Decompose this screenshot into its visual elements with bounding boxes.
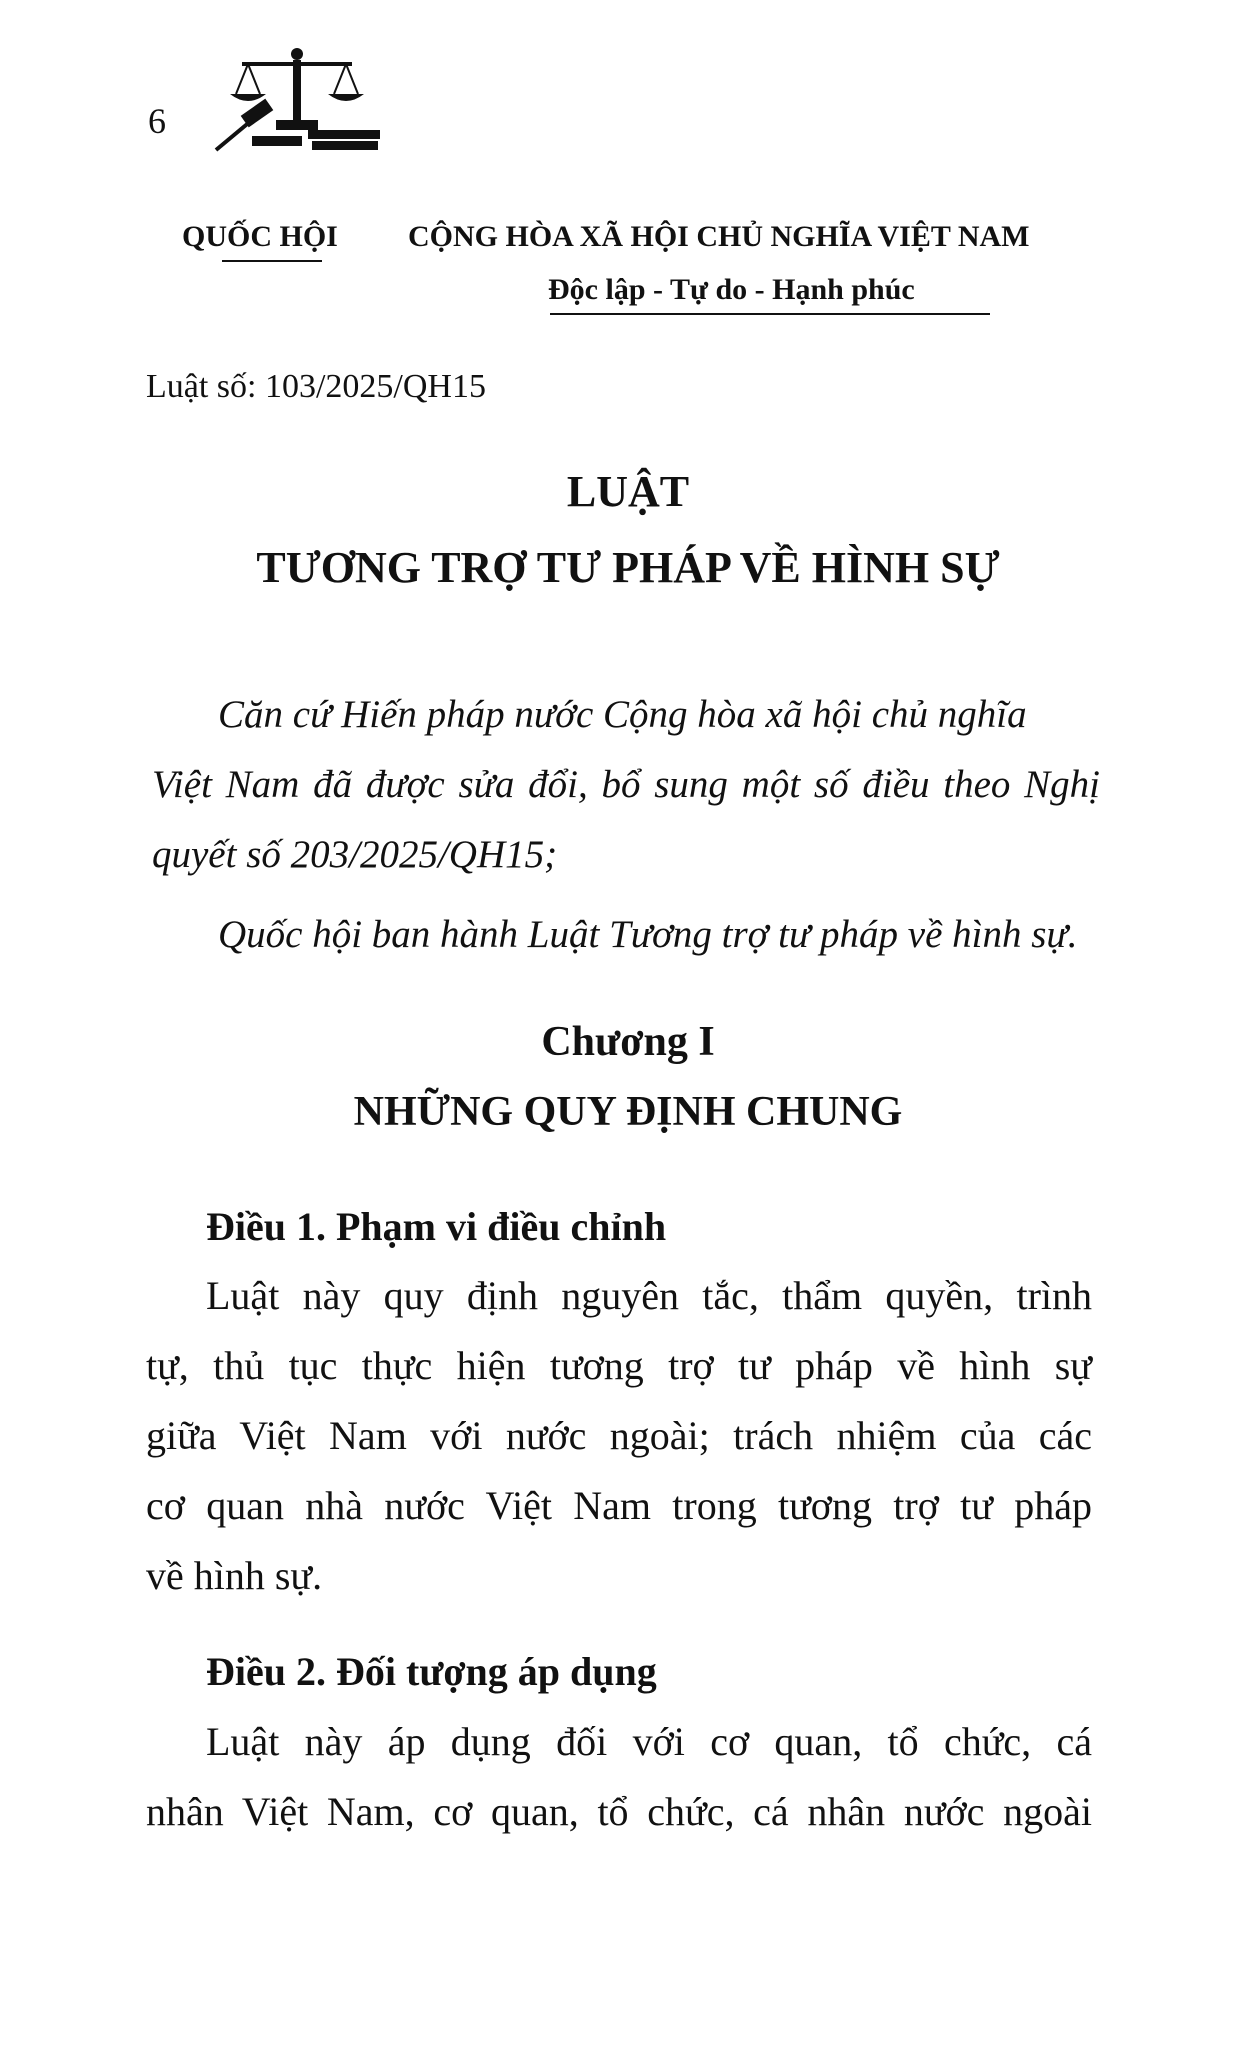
law-title: TƯƠNG TRỢ TƯ PHÁP VỀ HÌNH SỰ (256, 543, 1000, 592)
country-name: CỘNG HÒA XÃ HỘI CHỦ NGHĨA VIỆT NAM (408, 220, 1030, 253)
article-text-line: Luật này áp dụng đối với cơ quan, tổ chức, cá (206, 1719, 1092, 1764)
article-text-line: cơ quan nhà nước Việt Nam trong tương trợ tư pháp (146, 1483, 1092, 1528)
issuer-name: QUỐC HỘI (182, 220, 338, 253)
national-motto: Độc lập - Tự do - Hạnh phúc (548, 273, 915, 306)
article-heading: Điều 2. Đối tượng áp dụng (206, 1649, 657, 1694)
preamble-line: Việt Nam đã được sửa đổi, bổ sung một số điều theo Nghị (152, 763, 1100, 806)
motto-underline (550, 313, 990, 315)
article-text-line: Luật này quy định nguyên tắc, thẩm quyền, trình (206, 1273, 1092, 1318)
article-text-line: nhân Việt Nam, cơ quan, tổ chức, cá nhân nước ngoài (146, 1789, 1092, 1834)
scales-of-justice-gavel-icon (212, 42, 380, 152)
article-heading: Điều 1. Phạm vi điều chỉnh (206, 1204, 667, 1249)
document-type-title: LUẬT (566, 467, 690, 516)
preamble-line: Căn cứ Hiến pháp nước Cộng hòa xã hội chủ nghĩa (218, 693, 1027, 736)
chapter-title: NHỮNG QUY ĐỊNH CHUNG (353, 1089, 903, 1135)
enactment-statement: Quốc hội ban hành Luật Tương trợ tư pháp về hình sự. (218, 913, 1078, 956)
article-text-line: tự, thủ tục thực hiện tương trợ tư pháp về hình sự (146, 1343, 1092, 1388)
chapter-label: Chương I (541, 1019, 715, 1065)
article-text-line: về hình sự. (146, 1553, 323, 1598)
preamble-line: quyết số 203/2025/QH15; (152, 833, 558, 876)
law-number: Luật số: 103/2025/QH15 (146, 368, 486, 405)
issuer-underline (222, 260, 322, 262)
page-number: 6 (148, 101, 166, 141)
article-text-line: giữa Việt Nam với nước ngoài; trách nhiệm của các (146, 1413, 1092, 1458)
